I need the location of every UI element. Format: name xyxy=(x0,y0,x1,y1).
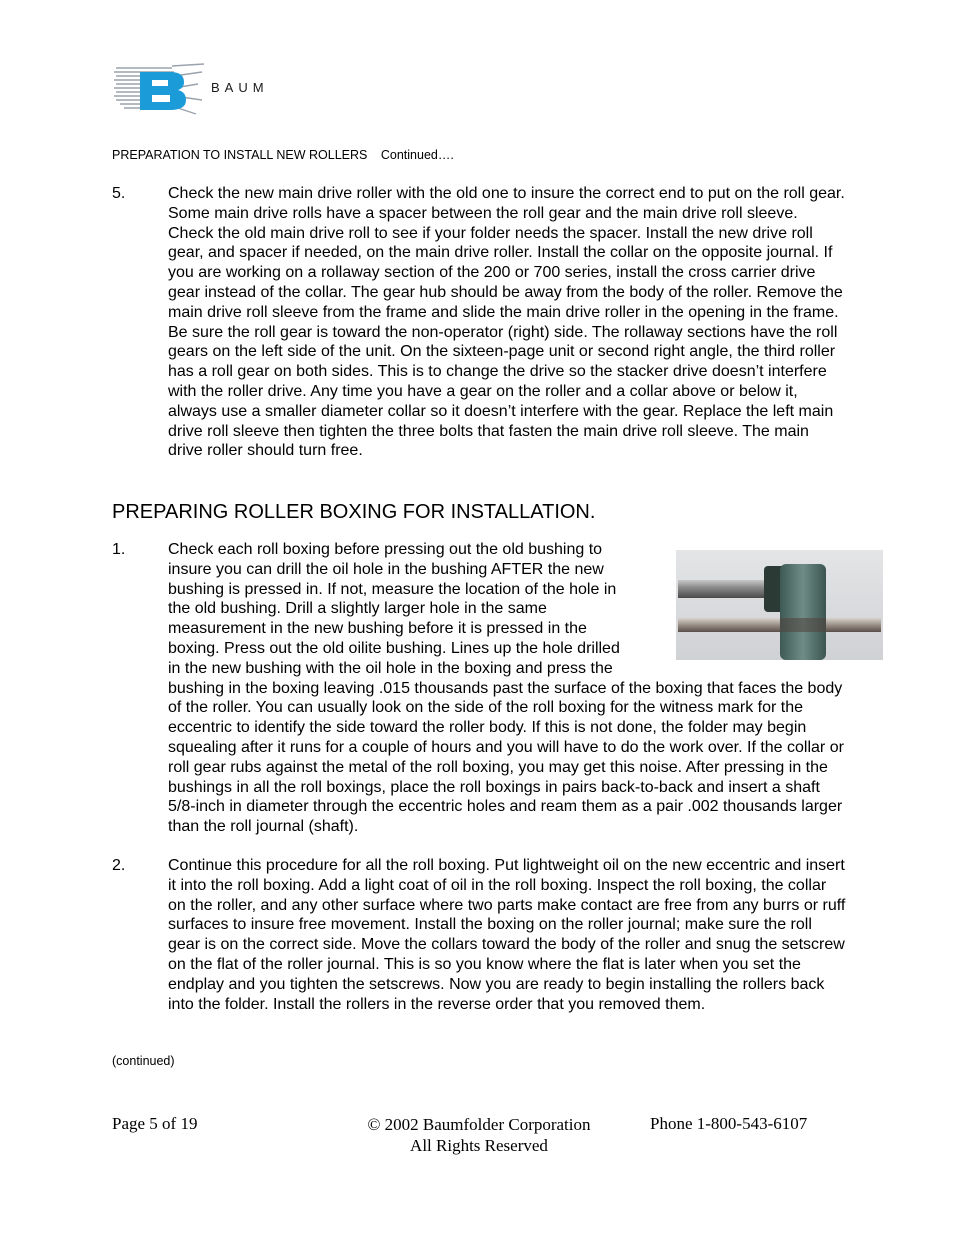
logo-wordmark: BAUM xyxy=(211,80,269,95)
section-heading: PREPARING ROLLER BOXING FOR INSTALLATION. xyxy=(112,501,596,523)
step-2 xyxy=(112,856,847,1014)
step-number: 1. xyxy=(112,541,126,558)
section-subheader xyxy=(112,148,454,162)
page-number: Page 5 of 19 xyxy=(112,1114,198,1133)
copyright-block xyxy=(356,1114,602,1156)
subheader-title: PREPARATION TO INSTALL NEW ROLLERS xyxy=(112,148,368,162)
step-text: Check the new main drive roller with the old one to insure the correct end to put on the roll gear. Some main drive rolls have a spacer between the roll gear and the main drive roll sleeve. Check the old main drive roll to see if your folder needs the spacer. Install the new drive roll gear, and spacer if needed, on the main drive roller. Install the collar on the opposite journal. If you are working on a rollaway section of the 200 or 700 series, install the cross carrier drive gear instead of the collar. The gear hub should be away from the body of the roller. Remove the main drive roll sleeve from the frame and slide the main drive roller in the opening in the frame. Be sure the roll gear is toward the non-operator (right) side. The rollaway sections have the roll gears on the left side of the unit. On the sixteen-page unit or second right angle, the third roller has a roll gear on both sides. This is to change the drive so the stacker drive doesn’t interfere with the roller drive. Any time you have a gear on the roller and a collar above or below it, always use a smaller diameter collar so it doesn’t interfere with the gear. Replace the left main drive roll sleeve then tighten the three bolts that fasten the main drive roll sleeve. The main drive roller should turn free. xyxy=(168,185,845,460)
roll-boxing-photo xyxy=(676,550,883,660)
phone-number: Phone 1-800-543-6107 xyxy=(650,1114,808,1133)
subheader-continued: Continued…. xyxy=(380,148,454,162)
copyright-line: © 2002 Baumfolder Corporation xyxy=(367,1115,591,1134)
step-number: 5. xyxy=(112,185,126,202)
step-5 xyxy=(112,184,847,461)
rights-line: All Rights Reserved xyxy=(410,1136,548,1155)
continued-note: (continued) xyxy=(112,1054,175,1068)
step-text: Continue this procedure for all the roll boxing. Put lightweight oil on the new eccentric and insert it into the roll boxing. Add a light coat of oil in the roll boxing. Inspect the roll boxing, the collar on the roller, and any other surface where two parts make contact are free from any burrs or ruff surfaces to insure free movement. Install the boxing on the roller journal; make sure the roll gear is on the correct side. Move the collars toward the body of the roller and snug the setscrew on the flat of the roller journal. This is so you know where the flat is later when you set the endplay and you tighten the setscrews. Now you are ready to begin installing the rollers back into the folder. Install the rollers in the reverse order that you removed them. xyxy=(168,857,846,1013)
step-text: Check each roll boxing before pressing out the old bushing to insure you can drill the oil hole in the bushing AFTER the new bushing is pressed in. If not, measure the location of the hole in the old bushing. Drill a slightly larger hole in the same measurement in the new bushing before it is pressed in the boxing. Press out the old oilite bushing. Lines up the hole drilled in the new bushing with the oil hole in the boxing and press the bushing in the boxing leaving .015 thousands past the surface of the boxing that faces the body of the roller. You can usually look on the side of the roll boxing for the witness mark for the eccentric to identify the side toward the roller body. If this is not done, the folder may begin squealing after it runs for a couple of hours and you will have to do the work over. If the collar or roll gear rubs against the metal of the roll boxing, you may get this noise. After pressing in the bushings in all the roll boxings, place the roll boxings in pairs back-to-back and insert a shaft 5/8-inch in diameter through the eccentric holes and ream them as a pair .002 thousands larger than the roll journal (shaft). xyxy=(168,541,844,836)
step-number: 2. xyxy=(112,857,126,874)
